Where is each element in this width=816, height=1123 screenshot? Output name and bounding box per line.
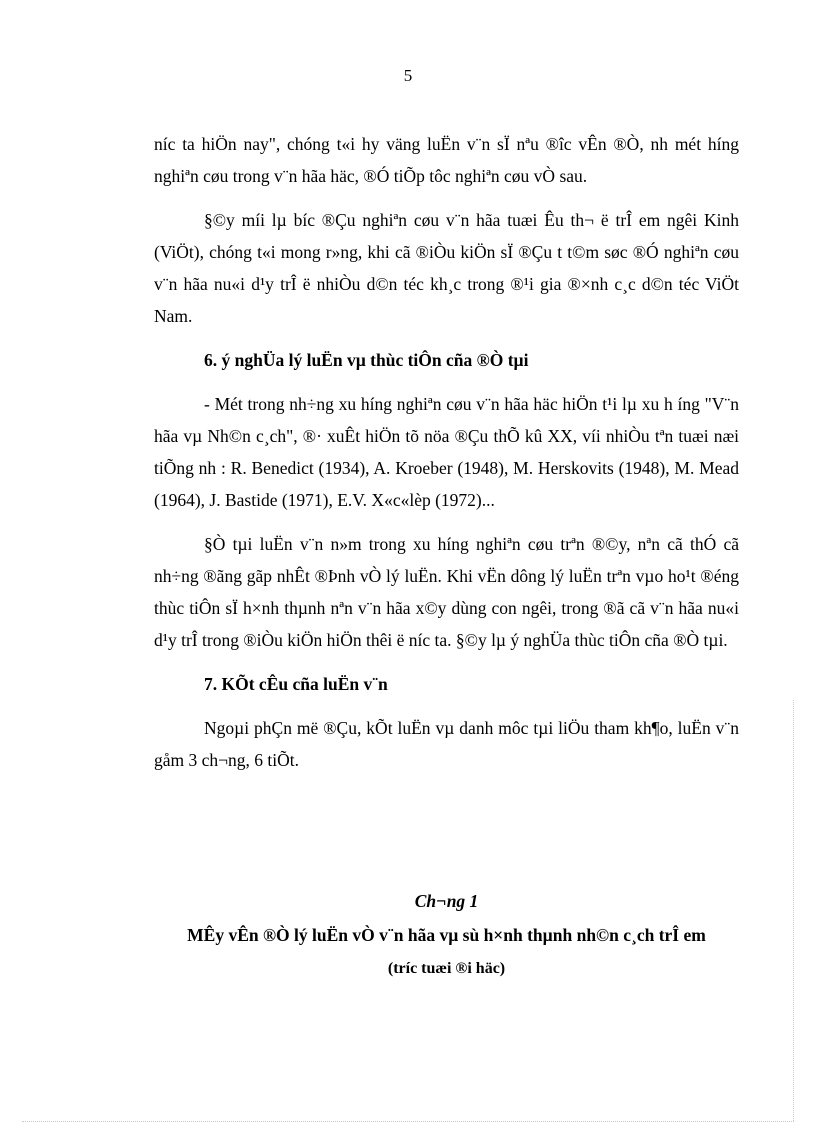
section-heading: 7. KÕt cÊu cña luËn v¨n [204,674,388,694]
paragraph: - Mét trong nh÷ng xu híng nghiªn cøu v¨n hãa häc hiÖn t¹i lµ xu h íng "V¨n hãa vµ Nh©n c¸ch", ®· xuÊt hiÖn tõ nöa ®Çu thÕ kû XX, víi nhiÒu tªn tuæi næi tiÕng nh : R. Benedict (1934), A. Kroeber (1948), M. Herskovits (1948), M. Mead (1964), J. Bastide (1971), E.V. X«c«lèp (1972)... [154,394,739,510]
paragraph: Ngoµi phÇn më ®Çu, kÕt luËn vµ danh môc tµi liÖu tham kh¶o, luËn v¨n gåm 3 ch¬ng, 6 tiÕt. [154,718,739,770]
body-text [154,128,739,788]
section-heading: 6. ý nghÜa lý luËn vµ thùc tiÔn cña ®Ò tµi [204,350,529,370]
chapter-subtitle: (tríc tuæi ®i häc) [387,960,506,977]
paragraph: §©y míi lµ bíc ®Çu nghiªn cøu v¨n hãa tuæi Êu th¬ ë trÎ em ngêi Kinh (ViÖt), chóng t«i mong r»ng, khi cã ®iÒu kiÖn sÏ ®Çu t t©m søc ®Ó nghiªn cøu v¨n hãa nu«i d¹y trÎ ë nhiÒu d©n téc kh¸c trong ®¹i gia ®×nh c¸c d©n téc ViÖt Nam. [154,210,739,326]
chapter-title: MÊy vÊn ®Ò lý luËn vÒ v¨n hãa vµ sù h×nh thµnh nh©n c¸ch trÎ em [187,925,706,945]
paragraph: níc ta hiÖn nay", chóng t«i hy väng luËn v¨n sÏ nªu ®îc vÊn ®Ò, nh mét híng nghiªn cøu trong v¨n hãa häc, ®Ó tiÕp tôc nghiªn cøu vÒ sau. [154,134,739,186]
chapter-heading [154,884,739,986]
paragraph: §Ò tµi luËn v¨n n»m trong xu híng nghiªn cøu trªn ®©y, nªn cã thÓ cã nh÷ng ®ãng gãp nhÊt ®Þnh vÒ lý luËn. Khi vËn dông lý luËn trªn vµo ho¹t ®éng thùc tiÔn sÏ h×nh thµnh nªn v¨n hãa x©y dùng con ngêi, trong ®ã cã v¨n hãa nu«i d¹y trÎ trong ®iÒu kiÖn hiÖn thêi ë níc ta. §©y lµ ý nghÜa thùc tiÔn cña ®Ò tµi. [154,534,739,650]
chapter-label: Ch¬ng 1 [414,891,479,911]
page-number: 5 [403,66,413,85]
page-border-right [793,700,794,1121]
page-border-bottom [22,1121,794,1122]
